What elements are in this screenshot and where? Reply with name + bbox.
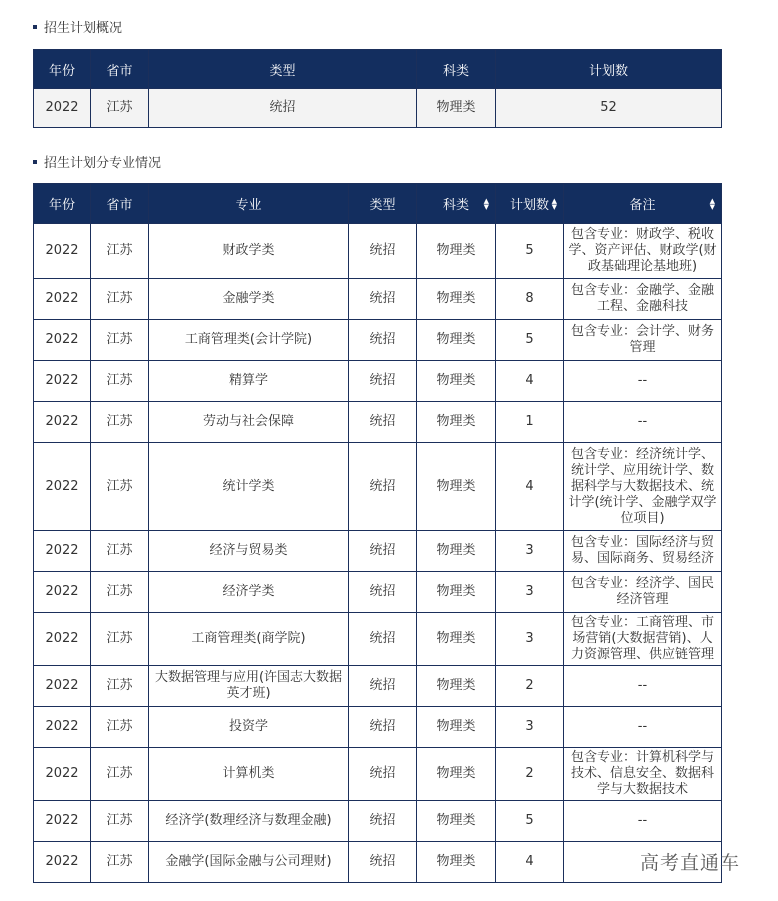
cell-notes: 包含专业：工商管理、市场营销(大数据营销)、人力资源管理、供应链管理	[564, 613, 722, 666]
cell-notes: 包含专业：经济统计学、统计学、应用统计学、数据科学与大数据技术、统计学(统计学、金融学双学位项目)	[564, 443, 722, 531]
table-row	[34, 801, 722, 842]
section-title-overview-text: 招生计划概况	[44, 21, 123, 36]
cell-notes: 包含专业：计算机科学与技术、信息安全、数据科学与大数据技术	[564, 748, 722, 801]
header-plan-count: 计划数	[496, 50, 722, 89]
cell-category: 物理类	[417, 402, 496, 443]
cell-year: 2022	[34, 402, 91, 443]
sort-icon[interactable]: ▲ ▼	[709, 196, 715, 211]
table-row	[34, 666, 722, 707]
table-row	[34, 320, 722, 361]
cell-type: 统招	[349, 402, 417, 443]
cell-year: 2022	[34, 443, 91, 531]
cell-major: 经济学(数理经济与数理金融)	[149, 801, 349, 842]
cell-type: 统招	[349, 443, 417, 531]
cell-category: 物理类	[417, 707, 496, 748]
table-row	[34, 279, 722, 320]
cell-type: 统招	[349, 842, 417, 883]
cell-type: 统招	[349, 748, 417, 801]
cell-plan-count: 3	[496, 613, 564, 666]
cell-category: 物理类	[417, 801, 496, 842]
cell-category: 物理类	[417, 748, 496, 801]
header-major: 专业	[149, 184, 349, 224]
table-row	[34, 842, 722, 883]
majors-header-row	[34, 184, 722, 224]
header-plan-count-sortable[interactable]	[496, 184, 564, 224]
overview-data-row	[34, 89, 722, 128]
cell-category: 物理类	[417, 89, 496, 128]
cell-type: 统招	[349, 707, 417, 748]
sort-icon[interactable]: ▲ ▼	[483, 196, 489, 211]
cell-notes: 包含专业：金融学、金融工程、金融科技	[564, 279, 722, 320]
table-row	[34, 748, 722, 801]
cell-category: 物理类	[417, 666, 496, 707]
cell-plan-count: 4	[496, 443, 564, 531]
cell-major: 投资学	[149, 707, 349, 748]
cell-major: 金融学类	[149, 279, 349, 320]
cell-type: 统招	[349, 320, 417, 361]
cell-notes: 包含专业：会计学、财务管理	[564, 320, 722, 361]
majors-table	[33, 183, 722, 883]
cell-year: 2022	[34, 320, 91, 361]
cell-category: 物理类	[417, 613, 496, 666]
cell-province: 江苏	[91, 666, 149, 707]
cell-category: 物理类	[417, 224, 496, 279]
cell-province: 江苏	[91, 531, 149, 572]
cell-year: 2022	[34, 707, 91, 748]
cell-province: 江苏	[91, 572, 149, 613]
cell-province: 江苏	[91, 89, 149, 128]
header-type: 类型	[149, 50, 417, 89]
cell-province: 江苏	[91, 224, 149, 279]
cell-category: 物理类	[417, 443, 496, 531]
cell-plan-count: 3	[496, 707, 564, 748]
cell-year: 2022	[34, 531, 91, 572]
bullet-icon	[33, 160, 37, 164]
watermark-text: 高考直通车	[640, 852, 741, 874]
cell-category: 物理类	[417, 361, 496, 402]
header-category: 科类	[417, 50, 496, 89]
cell-plan-count: 4	[496, 361, 564, 402]
table-row	[34, 443, 722, 531]
table-row	[34, 531, 722, 572]
cell-notes: --	[564, 666, 722, 707]
cell-plan-count: 4	[496, 842, 564, 883]
cell-plan-count: 3	[496, 531, 564, 572]
cell-year: 2022	[34, 224, 91, 279]
sort-icon[interactable]: ▲ ▼	[551, 196, 557, 211]
cell-year: 2022	[34, 89, 91, 128]
cell-type: 统招	[149, 89, 417, 128]
cell-province: 江苏	[91, 443, 149, 531]
cell-year: 2022	[34, 572, 91, 613]
cell-plan-count: 2	[496, 666, 564, 707]
cell-notes: --	[564, 801, 722, 842]
cell-type: 统招	[349, 279, 417, 320]
header-province: 省市	[91, 184, 149, 224]
bullet-icon	[33, 25, 37, 29]
cell-category: 物理类	[417, 842, 496, 883]
header-notes-label: 备注	[629, 198, 656, 213]
header-province: 省市	[91, 50, 149, 89]
cell-year: 2022	[34, 842, 91, 883]
cell-notes: 包含专业：经济学、国民经济管理	[564, 572, 722, 613]
cell-category: 物理类	[417, 320, 496, 361]
cell-type: 统招	[349, 572, 417, 613]
header-year: 年份	[34, 184, 91, 224]
cell-province: 江苏	[91, 279, 149, 320]
section-title-majors	[33, 152, 161, 171]
cell-province: 江苏	[91, 748, 149, 801]
cell-notes: --	[564, 707, 722, 748]
cell-year: 2022	[34, 279, 91, 320]
cell-type: 统招	[349, 361, 417, 402]
cell-plan-count: 52	[496, 89, 722, 128]
cell-major: 工商管理类(会计学院)	[149, 320, 349, 361]
cell-major: 经济与贸易类	[149, 531, 349, 572]
cell-plan-count: 5	[496, 224, 564, 279]
cell-province: 江苏	[91, 402, 149, 443]
cell-year: 2022	[34, 613, 91, 666]
cell-category: 物理类	[417, 572, 496, 613]
cell-type: 统招	[349, 613, 417, 666]
header-notes-sortable[interactable]	[564, 184, 722, 224]
cell-notes: --	[564, 402, 722, 443]
cell-year: 2022	[34, 748, 91, 801]
cell-year: 2022	[34, 361, 91, 402]
cell-type: 统招	[349, 801, 417, 842]
cell-notes: 包含专业：国际经济与贸易、国际商务、贸易经济	[564, 531, 722, 572]
cell-type: 统招	[349, 666, 417, 707]
cell-major: 财政学类	[149, 224, 349, 279]
table-row	[34, 707, 722, 748]
cell-province: 江苏	[91, 613, 149, 666]
cell-type: 统招	[349, 224, 417, 279]
cell-plan-count: 5	[496, 801, 564, 842]
cell-major: 工商管理类(商学院)	[149, 613, 349, 666]
header-category-label: 科类	[442, 198, 469, 213]
header-category-sortable[interactable]	[417, 184, 496, 224]
table-row	[34, 402, 722, 443]
table-row	[34, 361, 722, 402]
cell-major: 金融学(国际金融与公司理财)	[149, 842, 349, 883]
cell-plan-count: 2	[496, 748, 564, 801]
table-row	[34, 613, 722, 666]
cell-province: 江苏	[91, 842, 149, 883]
cell-major: 劳动与社会保障	[149, 402, 349, 443]
header-type: 类型	[349, 184, 417, 224]
cell-province: 江苏	[91, 361, 149, 402]
cell-notes: 包含专业：财政学、税收学、资产评估、财政学(财政基础理论基地班)	[564, 224, 722, 279]
cell-major: 精算学	[149, 361, 349, 402]
header-year: 年份	[34, 50, 91, 89]
cell-major: 经济学类	[149, 572, 349, 613]
cell-major: 计算机类	[149, 748, 349, 801]
cell-plan-count: 3	[496, 572, 564, 613]
table-row	[34, 572, 722, 613]
cell-province: 江苏	[91, 320, 149, 361]
cell-category: 物理类	[417, 279, 496, 320]
overview-header-row	[34, 50, 722, 89]
cell-province: 江苏	[91, 801, 149, 842]
cell-major: 大数据管理与应用(许国志大数据英才班)	[149, 666, 349, 707]
overview-table	[33, 49, 722, 128]
cell-category: 物理类	[417, 531, 496, 572]
cell-year: 2022	[34, 801, 91, 842]
cell-plan-count: 8	[496, 279, 564, 320]
cell-year: 2022	[34, 666, 91, 707]
cell-type: 统招	[349, 531, 417, 572]
cell-province: 江苏	[91, 707, 149, 748]
section-title-overview	[33, 17, 122, 36]
cell-notes: --	[564, 361, 722, 402]
cell-plan-count: 1	[496, 402, 564, 443]
section-title-majors-text: 招生计划分专业情况	[44, 156, 162, 171]
cell-plan-count: 5	[496, 320, 564, 361]
cell-major: 统计学类	[149, 443, 349, 531]
header-plan-count-label: 计划数	[509, 198, 549, 213]
table-row	[34, 224, 722, 279]
